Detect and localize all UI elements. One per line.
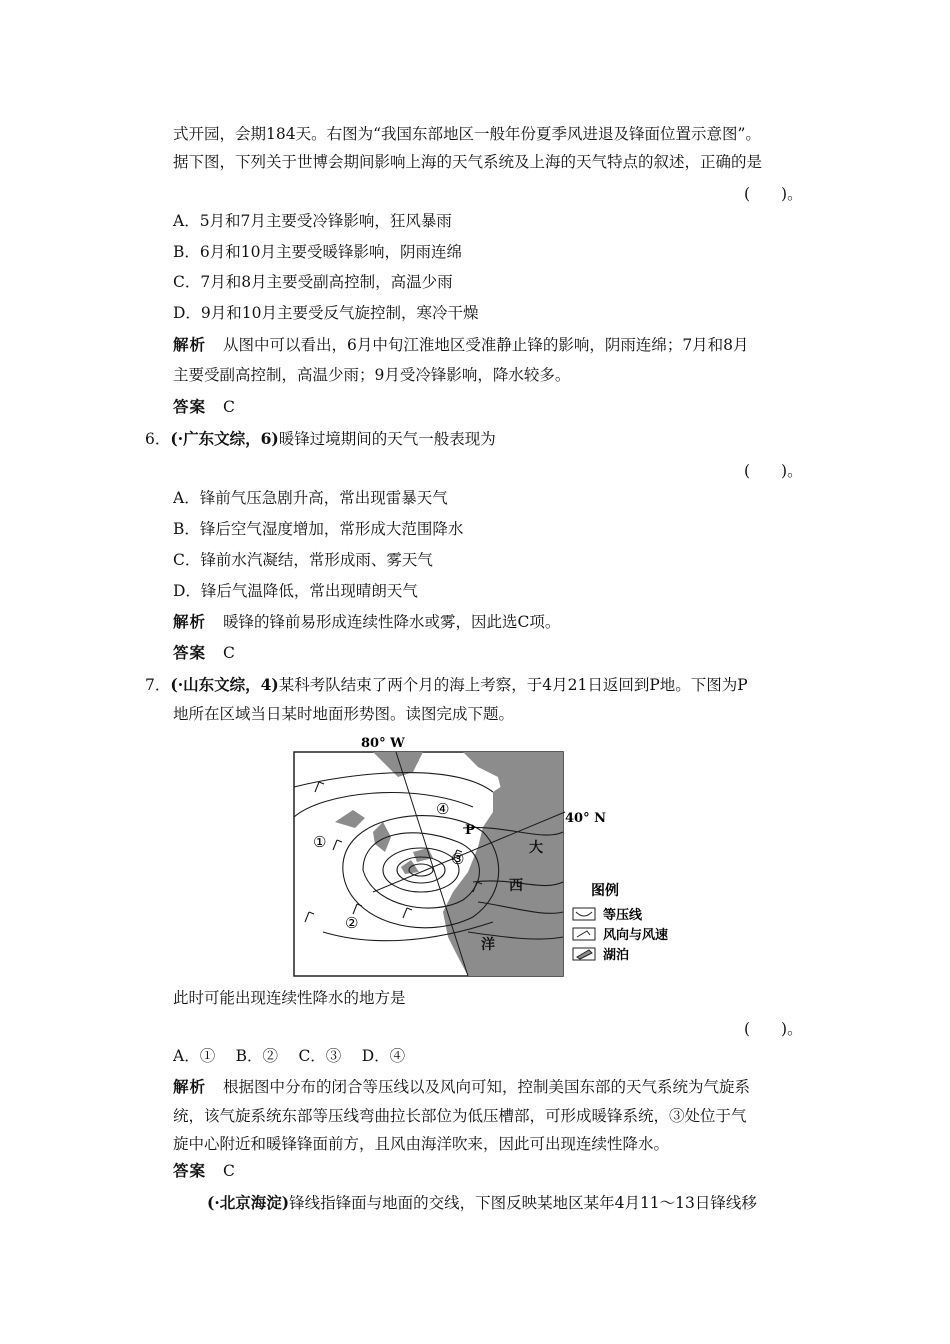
q5-option-b: B．6月和10月主要受暖锋影响，阴雨连绵 (173, 243, 462, 261)
p-label: P (465, 823, 475, 838)
q5-answer (173, 397, 235, 417)
legend-wind: 风向与风速 (603, 928, 669, 943)
legend (573, 907, 668, 963)
q7-analysis-label: 解析 (173, 1078, 207, 1096)
q5-stem-line1: 式开园，会期184天。右图为“我国东部地区一般年份夏季风进退及锋面位置示意图”。 (173, 125, 761, 143)
q5-analysis-text: 从图中可以看出，6月中旬江淮地区受准静止锋的影响，阴雨连绵；7月和8月 (222, 336, 749, 354)
q6-answer-label: 答案 (173, 644, 207, 662)
q6-analysis-label: 解析 (173, 613, 207, 631)
q7-options: A．① B．② C．③ D．④ (173, 1047, 406, 1065)
q5-option-d: D．9月和10月主要受反气旋控制，寒冷干燥 (173, 304, 479, 322)
q5-answer-paren: ( )。 (744, 185, 803, 203)
q6-answer-value: C (222, 644, 235, 662)
q5-stem-line2: 据下图，下列关于世博会期间影响上海的天气系统及上海的天气特点的叙述，正确的是 (173, 153, 763, 171)
marker-1: ① (313, 833, 327, 851)
q7-answer-paren: ( )。 (744, 1020, 803, 1038)
q5-option-c: C．7月和8月主要受副高控制，高温少雨 (173, 273, 453, 291)
q7-analysis-line2: 统，该气旋系统东部等压线弯曲拉长部位为低压槽部，可形成暖锋系统，③处位于气 (173, 1107, 747, 1125)
lat-label: 40° N (565, 811, 606, 826)
q7-analysis (173, 1077, 750, 1097)
q7-number: 7． (145, 676, 171, 694)
q6-option-d: D．锋后气温降低，常出现晴朗天气 (173, 582, 418, 600)
q5-analysis-line2: 主要受副高控制，高温少雨；9月受冷锋影响，降水较多。 (173, 366, 571, 384)
q7-stem (145, 675, 748, 695)
next-question-stem (207, 1193, 757, 1213)
q6-stem (145, 429, 496, 449)
q7-stem-line2: 地所在区域当日某时地面形势图。读图完成下题。 (173, 705, 515, 723)
marker-4: ④ (436, 800, 450, 818)
q6-stem-text: 暖锋过境期间的天气一般表现为 (278, 430, 496, 448)
q7-stem-text: 某科考队结束了两个月的海上考察，于4月21日返回到P地。下图为P (278, 676, 748, 694)
q6-option-a: A．锋前气压急剧升高，常出现雷暴天气 (173, 489, 448, 507)
q7-question: 此时可能出现连续性降水的地方是 (173, 989, 406, 1007)
surface-weather-map (293, 732, 693, 980)
q6-number: 6． (145, 430, 171, 448)
q6-option-b: B．锋后空气湿度增加，常形成大范围降水 (173, 520, 464, 538)
q7-source: (·山东文综，4) (170, 675, 279, 694)
q6-option-c: C．锋前水汽凝结，常形成雨、雾天气 (173, 551, 433, 569)
q5-analysis-label: 解析 (173, 336, 207, 354)
q6-analysis (173, 612, 560, 632)
next-text: 锋线指锋面与地面的交线，下图反映某地区某年4月11～13日锋线移 (289, 1194, 757, 1212)
q6-answer-paren: ( )。 (744, 462, 803, 480)
marker-3: ③ (451, 850, 465, 868)
legend-lake: 湖泊 (603, 948, 630, 963)
next-source: (·北京海淀) (207, 1193, 290, 1212)
q5-analysis (173, 335, 749, 355)
legend-isobar: 等压线 (603, 908, 643, 923)
ocean-char-3: 洋 (481, 937, 495, 953)
q6-source: (·广东文综，6) (170, 429, 279, 448)
q5-option-a: A．5月和7月主要受冷锋影响，狂风暴雨 (173, 212, 452, 230)
lon-label: 80° W (361, 736, 405, 751)
q7-analysis-text: 根据图中分布的闭合等压线以及风向可知，控制美国东部的天气系统为气旋系 (222, 1078, 750, 1096)
q6-analysis-text: 暖锋的锋前易形成连续性降水或雾，因此选C项。 (222, 613, 561, 631)
q7-analysis-line3: 旋中心附近和暖锋锋面前方，且风由海洋吹来，因此可出现连续性降水。 (173, 1135, 670, 1153)
q7-answer-value: C (222, 1162, 235, 1180)
q7-answer-label: 答案 (173, 1162, 207, 1180)
q7-answer (173, 1161, 235, 1181)
marker-2: ② (345, 914, 359, 932)
ocean-char-1: 大 (529, 840, 543, 856)
legend-title: 图例 (591, 883, 619, 899)
q6-answer (173, 643, 235, 663)
ocean-char-2: 西 (509, 878, 523, 894)
q5-answer-label: 答案 (173, 398, 207, 416)
q5-answer-value: C (222, 398, 235, 416)
